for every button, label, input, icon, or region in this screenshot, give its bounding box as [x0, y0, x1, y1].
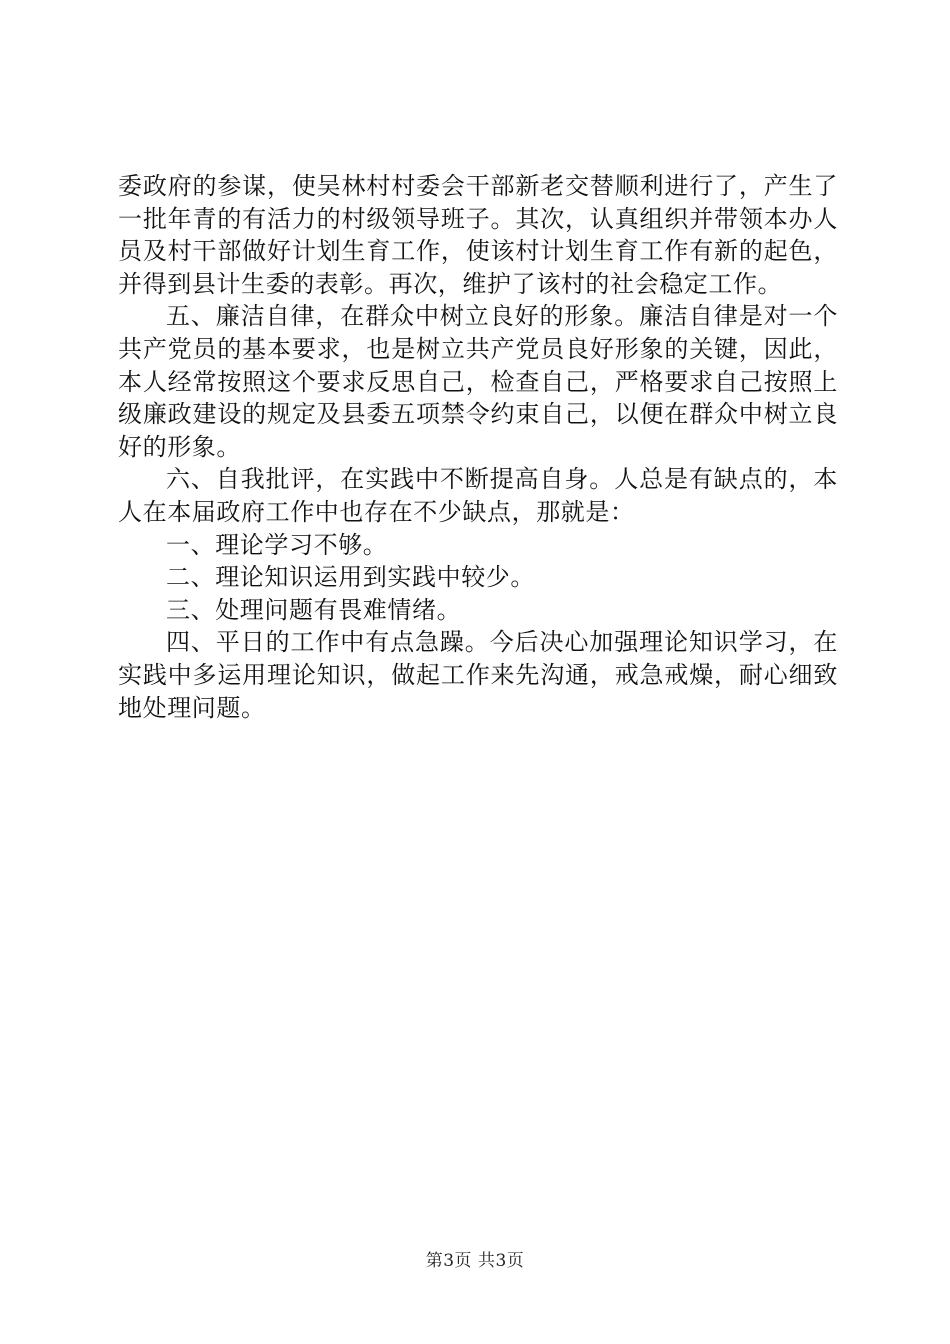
list-item-shortcoming-2: 二、理论知识运用到实践中较少。 [166, 563, 535, 592]
paragraph-section-five: 五、廉洁自律，在群众中树立良好的形象。廉洁自律是对一个共产党员的基本要求，也是树立共产党员良好形象的关键，因此，本人经常按照这个要求反思自己，检查自己，严格要求自己按照上级廉政建设的规定及县委五项禁令约束自己，以便在群众中树立良好的形象。 [118, 302, 838, 461]
list-item-shortcoming-4: 四、平日的工作中有点急躁。今后决心加强理论知识学习，在实践中多运用理论知识，做起工作来先沟通，戒急戒燥，耐心细致地处理问题。 [118, 628, 838, 722]
list-item-shortcoming-3: 三、处理问题有畏难情绪。 [166, 595, 462, 624]
paragraph-section-six: 六、自我批评，在实践中不断提高自身。人总是有缺点的，本人在本届政府工作中也存在不少缺点，那就是： [118, 465, 838, 526]
document-body [118, 170, 838, 724]
list-item-shortcoming-1: 一、理论学习不够。 [166, 530, 388, 559]
paragraph-continuation: 委政府的参谋，使吴林村村委会干部新老交替顺利进行了，产生了一批年青的有活力的村级领导班子。其次，认真组织并带领本办人员及村干部做好计划生育工作，使该村计划生育工作有新的起色，并得到县计生委的表彰。再次，维护了该村的社会稳定工作。 [118, 172, 838, 298]
page-number-footer: 第3页 共3页 [425, 1251, 525, 1271]
